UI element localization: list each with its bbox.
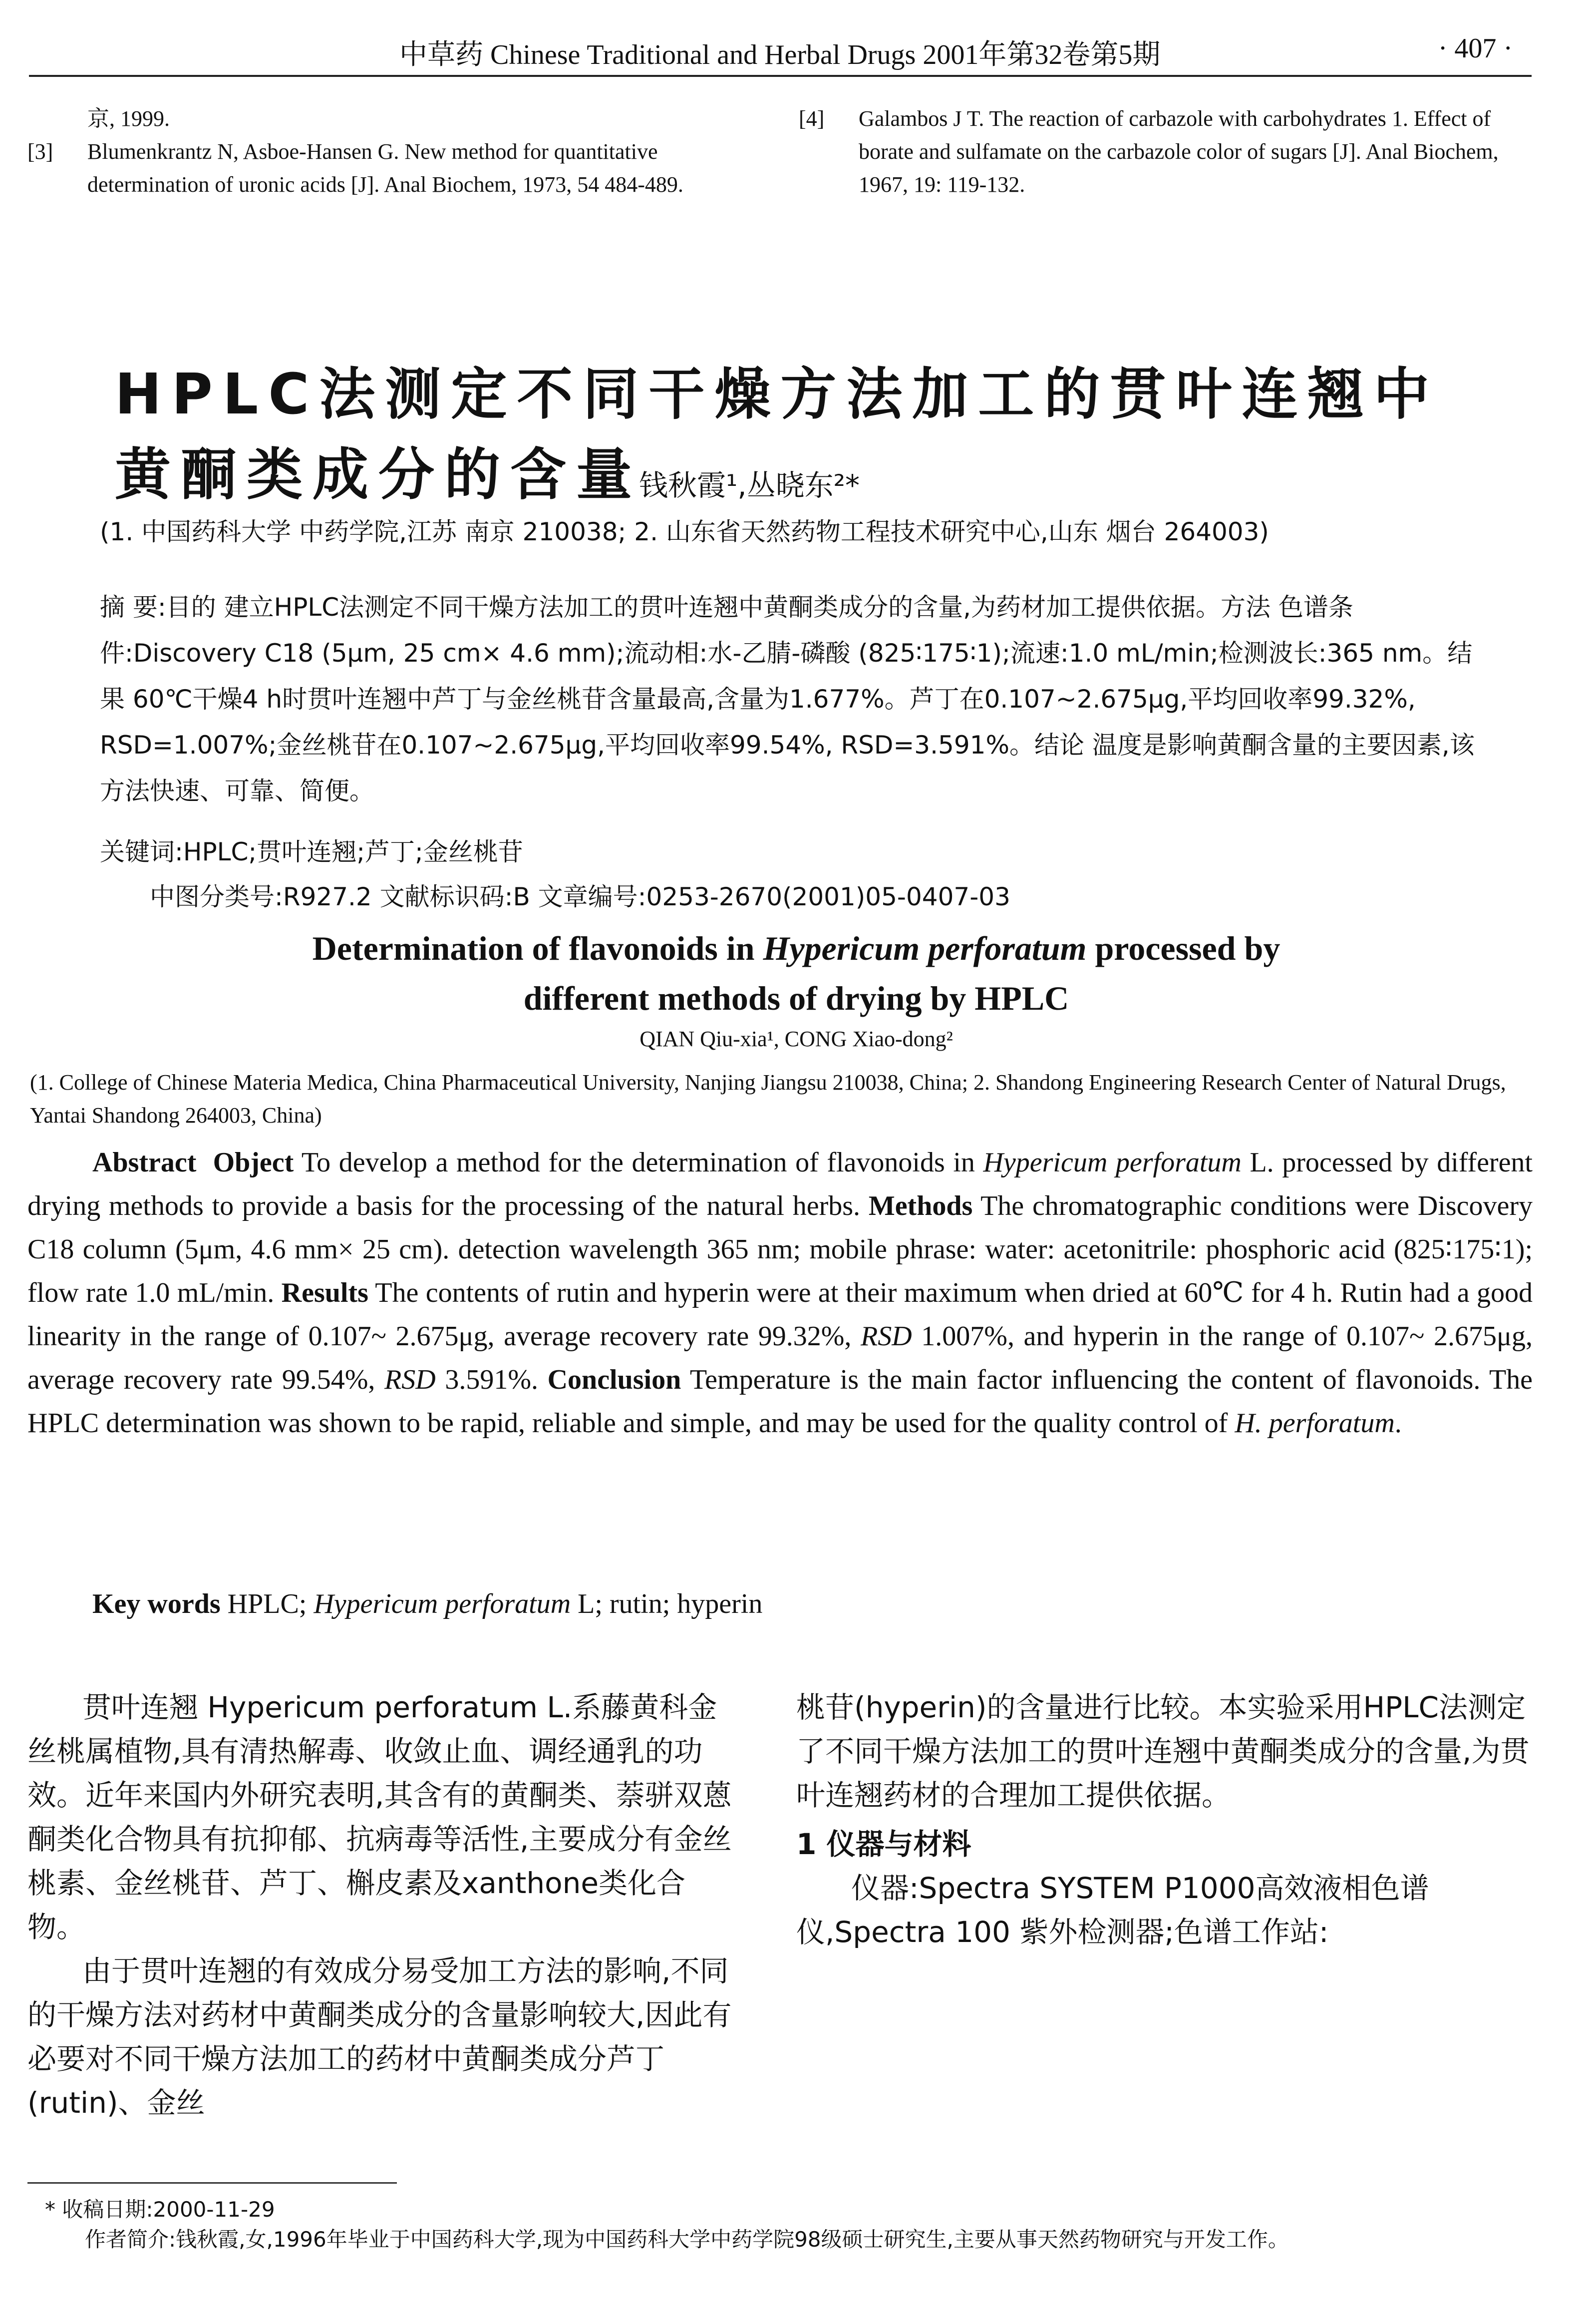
en-authors: QIAN Qiu-xia¹, CONG Xiao-dong² [639, 1027, 953, 1051]
ref-number: [3] [27, 139, 53, 164]
species-name: Hypericum perforatum [314, 1588, 571, 1619]
en-title-species: Hypericum perforatum [763, 929, 1087, 967]
received-date: * 收稿日期:2000-11-29 [45, 2197, 275, 2222]
body-paragraph: 贯叶连翘 Hypericum perforatum L.系藤黄科金丝桃属植物,具有清热解毒、收敛止血、调经通乳的功效。近年来国内外研究表明,其含有的黄酮类、萘骈双蒽酮类化合物具有抗抑郁、抗病毒等活性,主要成分有金丝桃素、金丝桃苷、芦丁、槲皮素及xanthone类化合物。 [27, 1690, 732, 1944]
en-title-part: processed by [1086, 929, 1280, 967]
abstract-label: Abstract [92, 1147, 197, 1178]
en-abstract [27, 1141, 1533, 1445]
abstract-text: L. processed by different drying methods to provide a basis for the processing of the natural herbs. [27, 1147, 1533, 1221]
footnote-rule [27, 2182, 397, 2184]
en-affiliation: (1. College of Chinese Materia Medica, China Pharmaceutical University, Nanjing Jiangsu 210038, China; 2. Shandong Engineering Research Center of Natural Drugs, Yantai Shandong 264003, China) [30, 1070, 1506, 1128]
body-paragraph: 由于贯叶连翘的有效成分易受加工方法的影响,不同的干燥方法对药材中黄酮类成分的含量影响较大,因此有必要对不同干燥方法加工的药材中黄酮类成分芦丁(rutin)、金丝 [27, 1954, 732, 2120]
en-title-part: Determination of flavonoids in [312, 929, 763, 967]
refs-left [27, 102, 751, 252]
conclusion-label: Conclusion [547, 1364, 681, 1395]
journal-line: 中草药 Chinese Traditional and Herbal Drugs 2001年第32卷第5期 [399, 39, 1161, 70]
ref-item [27, 135, 751, 235]
cn-classification: 中图分类号:R927.2 文献标识码:B 文章编号:0253-2670(2001)05-0407-03 [150, 882, 1010, 911]
cn-title: HPLC法测定不同干燥方法加工的贯叶连翘中黄酮类成分的含量 [115, 362, 1440, 507]
page-number: · 407 · [1438, 33, 1513, 64]
results-label: Results [281, 1277, 368, 1308]
refs-right [799, 102, 1533, 212]
body-paragraph: 仪器:Spectra SYSTEM P1000高效液相色谱仪,Spectra 100 紫外检测器;色谱工作站: [796, 1871, 1429, 1949]
abstract-text: 3.591%. [435, 1364, 548, 1395]
abstract-text: To develop a method for the determination of flavonoids in [294, 1147, 983, 1178]
ref-item [27, 102, 751, 135]
cn-authors: 钱秋霞¹,丛晓东²* [639, 468, 860, 502]
species-name: H. perforatum [1235, 1408, 1395, 1439]
keyword-text: L; rutin; hyperin [571, 1588, 763, 1619]
ref-item [799, 102, 1533, 202]
species-name: Hypericum perforatum [983, 1147, 1242, 1178]
cn-affiliation: (1. 中国药科大学 中药学院,江苏 南京 210038; 2. 山东省天然药物工程技术研究中心,山东 烟台 264003) [100, 517, 1269, 546]
abstract-text: The chromatographic conditions were Discovery C18 column (5μm, 4.6 mm× 25 cm). detection wavelength 365 nm; mobile phrase: water: acetonitrile: phosphoric acid (825∶175∶1); flow rate 1.0 mL/min. [27, 1190, 1533, 1308]
cn-keywords: 关键词:HPLC;贯叶连翘;芦丁;金丝桃苷 [100, 837, 523, 866]
object-label: Object [213, 1147, 294, 1178]
keywords-label: Key words [92, 1588, 221, 1619]
body-left-column [27, 1685, 736, 2125]
abstract-text: . [1394, 1408, 1402, 1439]
en-title-line1 [30, 929, 1563, 968]
header-rule [29, 75, 1532, 77]
ref-text: Blumenkrantz N, Asboe-Hansen G. New method for quantitative determination of uronic acids [J]. Anal Biochem, 1973, 54 484-489. [87, 139, 683, 197]
keyword-text: HPLC; [220, 1588, 314, 1619]
author-bio: 作者简介:钱秋霞,女,1996年毕业于中国药科大学,现为中国药科大学中药学院98级硕士研究生,主要从事天然药物研究与开发工作。 [85, 2227, 1289, 2252]
rsd-label: RSD [861, 1321, 912, 1352]
ref-text: Galambos J T. The reaction of carbazole with carbohydrates 1. Effect of borate and sulfamate on the carbazole color of sugars [J]. Anal Biochem, 1967, 19: 119-132. [859, 106, 1499, 197]
abstract-text: 1.007%, and hyperin in the range of 0.107~ 2.675μg, average recovery rate 99.54%, [27, 1321, 1533, 1395]
abstract-text: The contents of rutin and hyperin were at their maximum when dried at 60℃ for 4 h. Rutin had a good linearity in the range of 0.107~ 2.675μg, average recovery rate 99.32%, [27, 1277, 1533, 1352]
footnote [45, 2195, 1533, 2255]
body-right-column [796, 1685, 1530, 1954]
ref-number: [4] [799, 106, 825, 131]
methods-label: Methods [868, 1190, 973, 1221]
ref-text: 京, 1999. [87, 106, 170, 131]
running-header [30, 27, 1533, 72]
en-keywords [92, 1588, 762, 1620]
body-paragraph: 桃苷(hyperin)的含量进行比较。本实验采用HPLC法测定了不同干燥方法加工的贯叶连翘中黄酮类成分的含量,为贯叶连翘药材的合理加工提供依据。 [796, 1690, 1530, 1812]
abstract-text: Temperature is the main factor influencing the content of flavonoids. The HPLC determination was shown to be rapid, reliable and simple, and may be used for the quality control of [27, 1364, 1533, 1439]
en-title-line2: different methods of drying by HPLC [523, 979, 1069, 1017]
rsd-label: RSD [384, 1364, 436, 1395]
cn-abstract: 摘 要:目的 建立HPLC法测定不同干燥方法加工的贯叶连翘中黄酮类成分的含量,为药材加工提供依据。方法 色谱条件:Discovery C18 (5μm, 25 cm× 4.6 mm);流动相:水-乙腈-磷酸 (825∶175∶1);流速:1.0 mL/min;检测波长:365 nm。结果 60℃干燥4 h时贯叶连翘中芦丁与金丝桃苷含量最高,含量为1.677%。芦丁在0.107~2.675μg,平均回收率99.32%, RSD=1.007%;金丝桃苷在0.107~2.675μg,平均回收率99.54%, RSD=3.591%。结论 温度是影响黄酮含量的主要因素,该方法快速、可靠、简便。 [100, 593, 1475, 805]
section-heading: 1 仪器与材料 [796, 1827, 971, 1861]
